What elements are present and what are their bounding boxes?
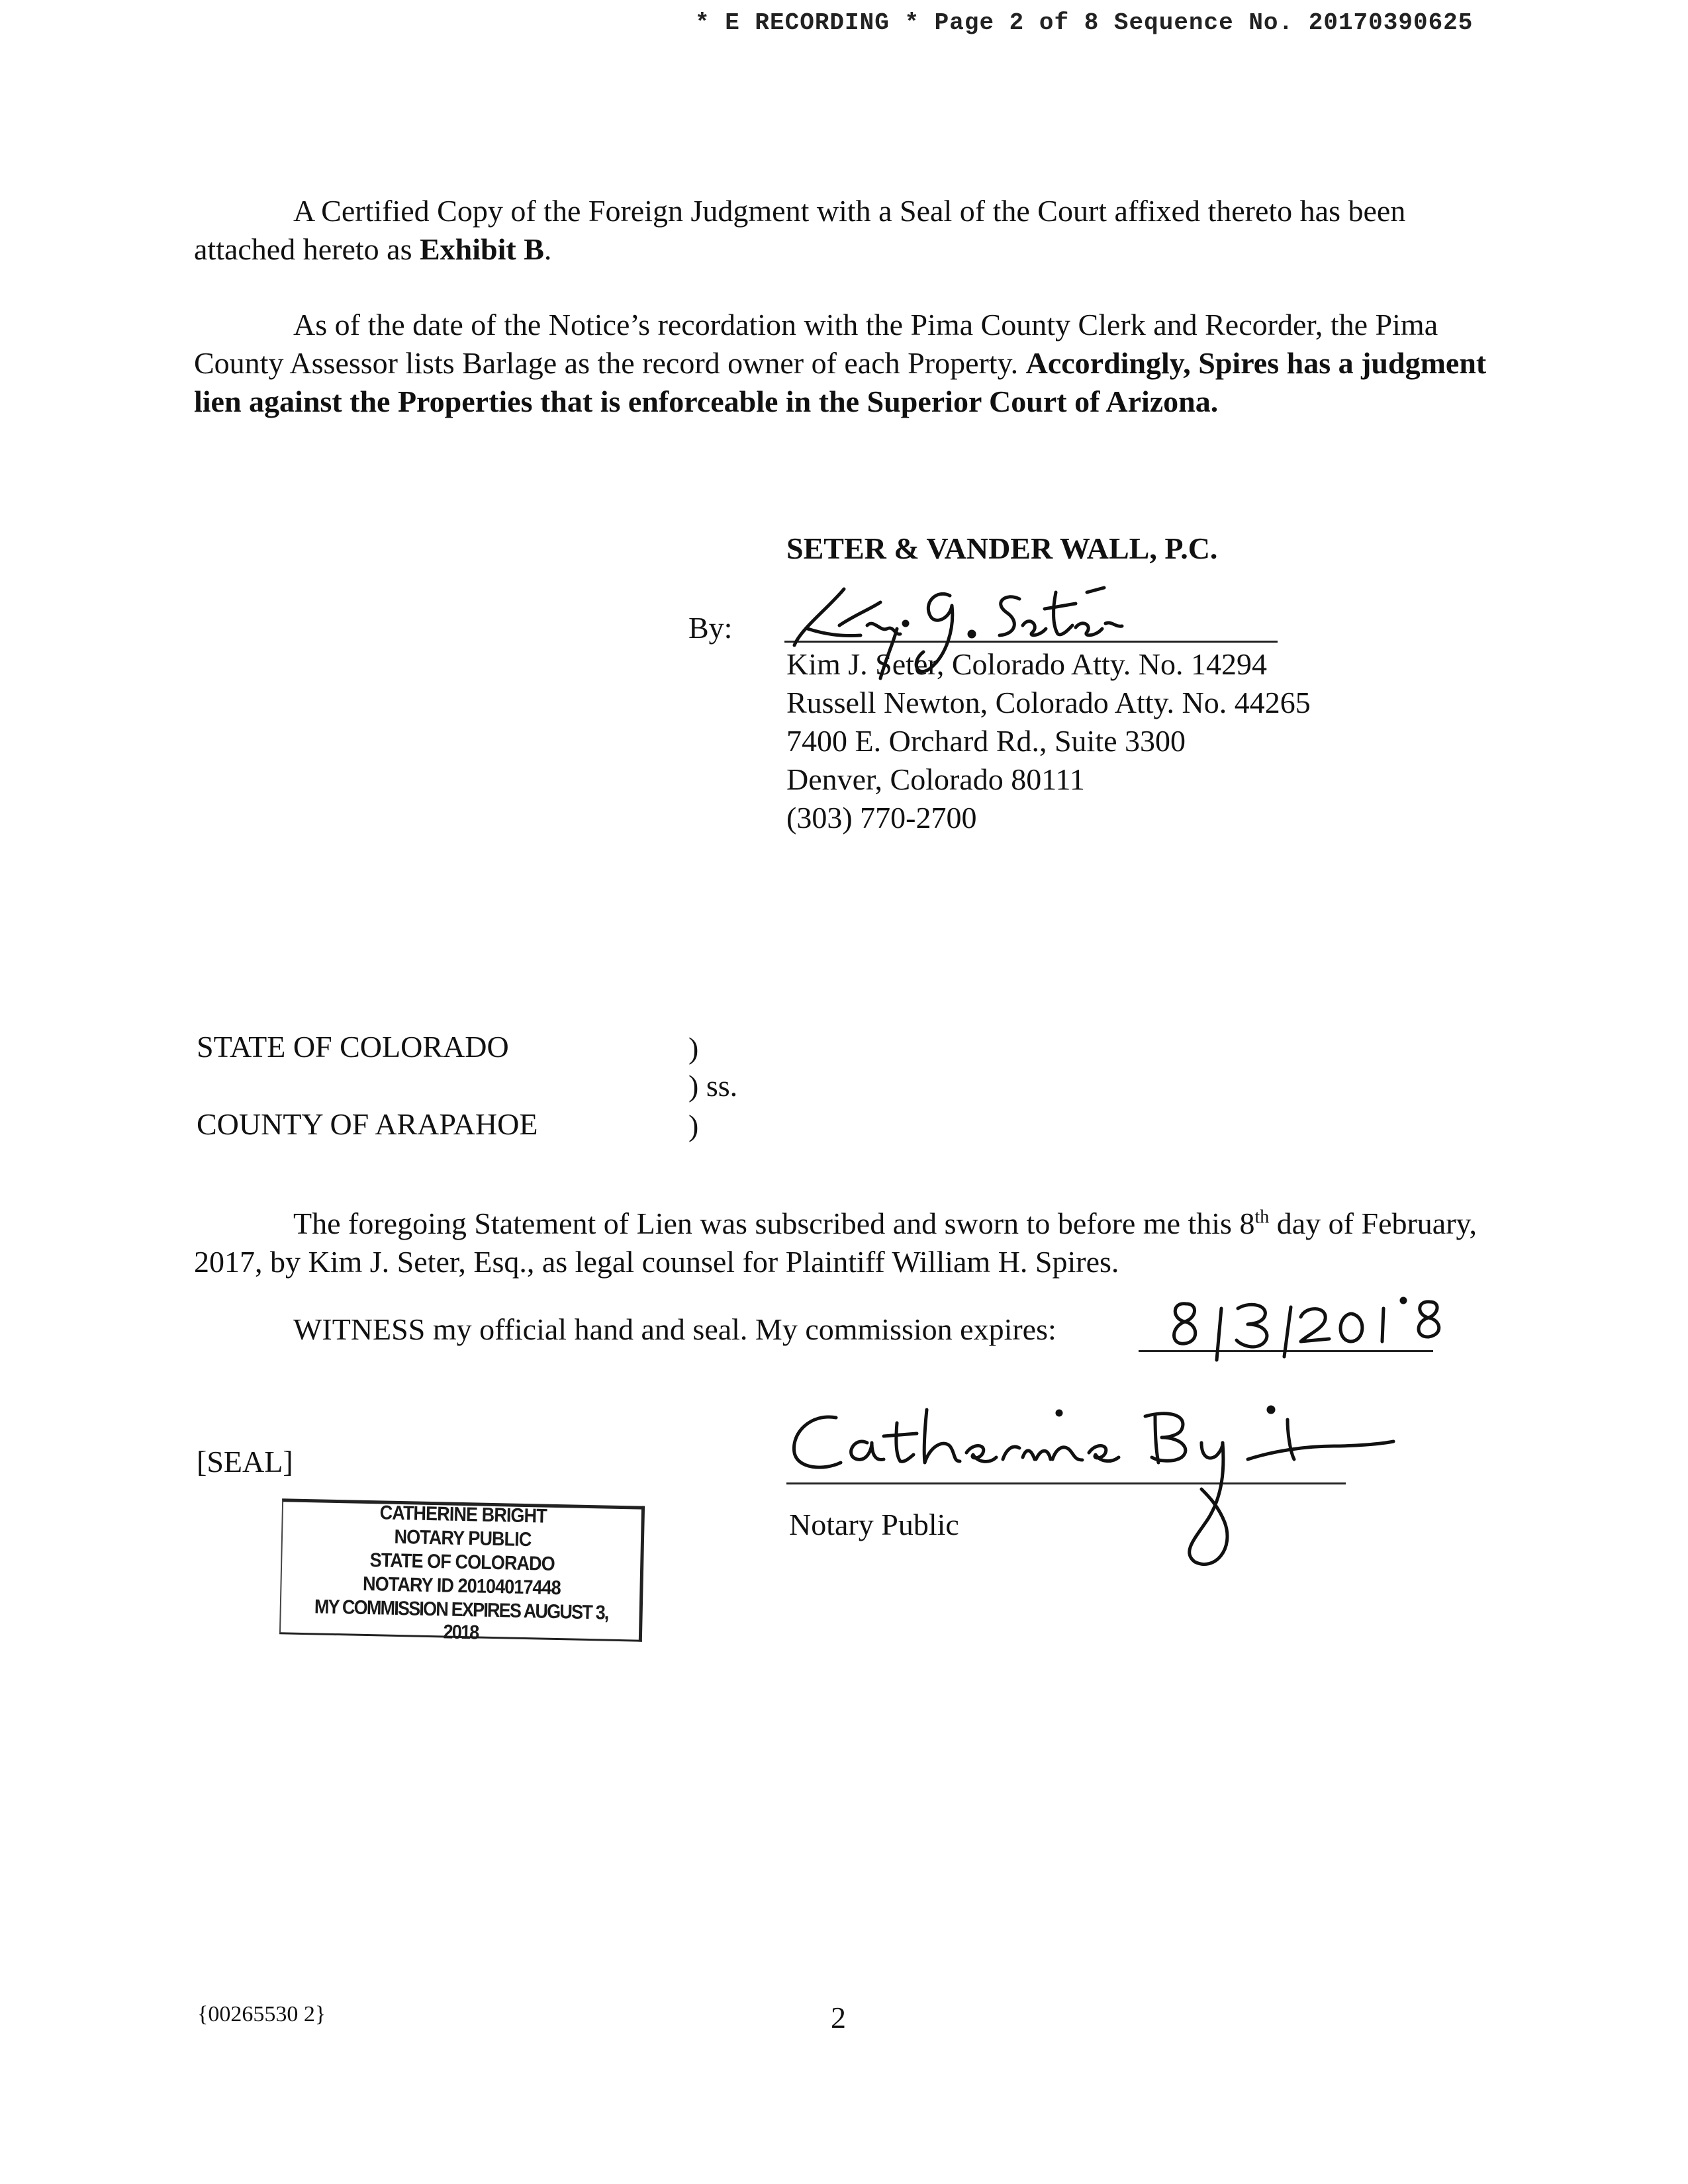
sworn-text-2: day of February, 2017, by Kim J. Seter, Esq., as legal counsel for Plaintiff William H. Spires.	[194, 1206, 1477, 1279]
phone-number: (303) 770-2700	[786, 801, 977, 835]
firm-name: SETER & VANDER WALL, P.C.	[786, 531, 1218, 565]
by-label: By:	[688, 611, 733, 645]
paragraph-judgment-lien	[194, 306, 1491, 421]
venue-state: STATE OF COLORADO	[197, 1030, 509, 1064]
recording-header: * E RECORDING * Page 2 of 8 Sequence No. 20170390625	[695, 9, 1474, 36]
stamp-line-id: NOTARY ID 20104017448	[362, 1572, 561, 1600]
paragraph-exhibit-end: .	[543, 232, 552, 266]
address-line-2: Denver, Colorado 80111	[786, 762, 1085, 796]
venue-county: COUNTY OF ARAPAHOE	[197, 1107, 538, 1141]
document-code: {00265530 2}	[197, 2002, 326, 2026]
page-number: 2	[831, 2001, 846, 2034]
stamp-line-name: CATHERINE BRIGHT	[379, 1502, 547, 1527]
exhibit-reference: Exhibit B	[419, 232, 544, 266]
stamp-line-state: STATE OF COLORADO	[369, 1549, 555, 1575]
notary-stamp	[279, 1498, 645, 1644]
address-line-1: 7400 E. Orchard Rd., Suite 3300	[786, 724, 1186, 758]
paragraph-exhibit-text: A Certified Copy of the Foreign Judgment with a Seal of the Court affixed thereto has been attached hereto as	[194, 194, 1406, 266]
venue-paren-ss: ) ss.	[688, 1069, 738, 1103]
paragraph-exhibit	[194, 192, 1491, 269]
commission-expiry-handwritten	[1158, 1294, 1463, 1367]
judgment-lien-statement: Accordingly, Spires has a judgment lien against the Properties that is enforceable in the Superior Court of Arizona.	[194, 346, 1487, 418]
sworn-ordinal-suffix: th	[1254, 1206, 1270, 1228]
attorney-2: Russell Newton, Colorado Atty. No. 44265	[786, 686, 1311, 719]
stamp-line-title: NOTARY PUBLIC	[394, 1525, 532, 1551]
witness-statement: WITNESS my official hand and seal. My commission expires:	[293, 1312, 1056, 1346]
sworn-text-1: The foregoing Statement of Lien was subscribed and sworn to before me this 8	[293, 1206, 1255, 1240]
stamp-line-expiry: MY COMMISSION EXPIRES AUGUST 3, 2018	[314, 1596, 608, 1644]
seal-label: [SEAL]	[197, 1445, 293, 1479]
notary-public-label: Notary Public	[789, 1508, 959, 1541]
sworn-statement	[194, 1205, 1485, 1281]
venue-paren-3: )	[688, 1109, 699, 1142]
attorney-1: Kim J. Seter, Colorado Atty. No. 14294	[786, 647, 1268, 681]
paragraph-judgment-lien-text: As of the date of the Notice’s recordation with the Pima County Clerk and Recorder, the Pima County Assessor lists Barlage as the record owner of each Property.	[194, 308, 1438, 380]
venue-paren-1: )	[688, 1031, 699, 1065]
